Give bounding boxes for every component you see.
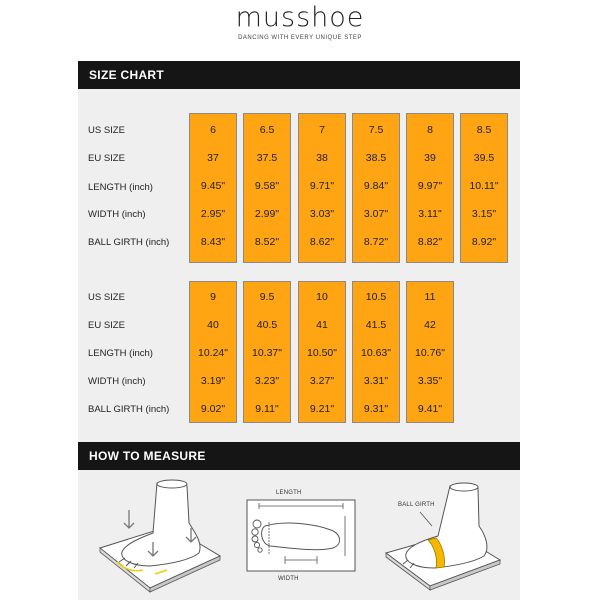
us-size-value: 7 (319, 124, 325, 136)
us-size-value: 6 (210, 124, 216, 136)
ball-girth-illustration (378, 478, 508, 593)
us-size-value: 11 (424, 291, 436, 303)
eu-size-value: 39.5 (473, 152, 495, 164)
size-column (460, 113, 508, 263)
length-value: 10.24" (197, 347, 228, 359)
width-value: 3.27" (309, 375, 335, 387)
how-to-measure-heading: HOW TO MEASURE (78, 442, 520, 470)
brand-logo: musshoe (235, 2, 365, 33)
row-label-width: WIDTH (inch) (88, 209, 146, 220)
size-column (352, 281, 400, 423)
foot-outline-illustration (245, 498, 357, 573)
length-value: 10.50" (306, 347, 337, 359)
width-value: 3.03" (309, 208, 335, 220)
width-value: 3.11" (418, 208, 442, 220)
us-size-value: 7.5 (368, 124, 384, 136)
row-label-eu-size: EU SIZE (88, 153, 125, 164)
size-column (406, 281, 454, 423)
ball-girth-value: 8.62" (309, 236, 335, 248)
foot-on-board-illustration (95, 478, 225, 593)
eu-size-value: 38 (316, 152, 328, 164)
eu-size-value: 42 (424, 319, 436, 331)
length-value: 10.76" (414, 347, 445, 359)
row-label-us-size: US SIZE (88, 292, 125, 303)
width-value: 2.95" (200, 208, 226, 220)
width-value: 2.99" (254, 208, 280, 220)
width-value: 3.31" (363, 375, 389, 387)
size-chart-heading: SIZE CHART (78, 61, 520, 89)
row-label-ball-girth: BALL GIRTH (inch) (88, 404, 170, 415)
eu-size-value: 39 (424, 152, 436, 164)
length-label: LENGTH (276, 490, 302, 496)
size-column (352, 113, 400, 263)
row-label-length: LENGTH (inch) (88, 348, 153, 359)
length-value: 10.63" (360, 347, 391, 359)
row-label-length: LENGTH (inch) (88, 182, 153, 193)
ball-girth-value: 9.02" (200, 403, 226, 415)
width-label: WIDTH (278, 576, 299, 582)
us-size-value: 8.5 (476, 124, 492, 136)
row-label-width: WIDTH (inch) (88, 376, 146, 387)
row-label-ball-girth: BALL GIRTH (inch) (88, 237, 170, 248)
ball-girth-value: 9.11" (255, 403, 279, 415)
size-column (298, 113, 346, 263)
size-column (189, 113, 237, 263)
width-value: 3.07" (363, 208, 389, 220)
us-size-value: 9.5 (259, 291, 275, 303)
width-value: 3.19" (200, 375, 226, 387)
eu-size-value: 37.5 (256, 152, 278, 164)
width-value: 3.23" (254, 375, 280, 387)
length-value: 9.71" (309, 180, 335, 192)
us-size-value: 8 (427, 124, 433, 136)
brand-header (0, 2, 600, 41)
size-column (189, 281, 237, 423)
size-column (243, 281, 291, 423)
eu-size-value: 40.5 (256, 319, 278, 331)
eu-size-value: 41.5 (365, 319, 387, 331)
length-value: 10.11" (469, 180, 499, 192)
eu-size-value: 40 (207, 319, 219, 331)
row-label-eu-size: EU SIZE (88, 320, 125, 331)
width-value: 3.15" (471, 208, 497, 220)
size-column (243, 113, 291, 263)
ball-girth-value: 8.43" (200, 236, 226, 248)
brand-tagline: DANCING WITH EVERY UNIQUE STEP (238, 35, 362, 41)
size-column (406, 113, 454, 263)
ball-girth-value: 8.92" (471, 236, 497, 248)
length-value: 10.37" (251, 347, 282, 359)
ball-girth-value: 9.41" (417, 403, 443, 415)
length-value: 9.84" (363, 180, 389, 192)
width-value: 3.35" (417, 375, 443, 387)
ball-girth-value: 9.31" (363, 403, 389, 415)
ball-girth-value: 8.72" (363, 236, 389, 248)
length-value: 9.97" (417, 180, 443, 192)
eu-size-value: 41 (316, 319, 328, 331)
row-label-us-size: US SIZE (88, 125, 125, 136)
size-column (298, 281, 346, 423)
ball-girth-label: BALL GIRTH (398, 502, 435, 508)
us-size-value: 6.5 (259, 124, 275, 136)
ball-girth-value: 8.52" (254, 236, 280, 248)
eu-size-value: 37 (207, 152, 219, 164)
us-size-value: 9 (210, 291, 216, 303)
ball-girth-value: 9.21" (309, 403, 335, 415)
eu-size-value: 38.5 (365, 152, 387, 164)
length-value: 9.45" (200, 180, 226, 192)
length-value: 9.58" (254, 180, 280, 192)
ball-girth-value: 8.82" (417, 236, 443, 248)
us-size-value: 10.5 (365, 291, 387, 303)
us-size-value: 10 (316, 291, 328, 303)
